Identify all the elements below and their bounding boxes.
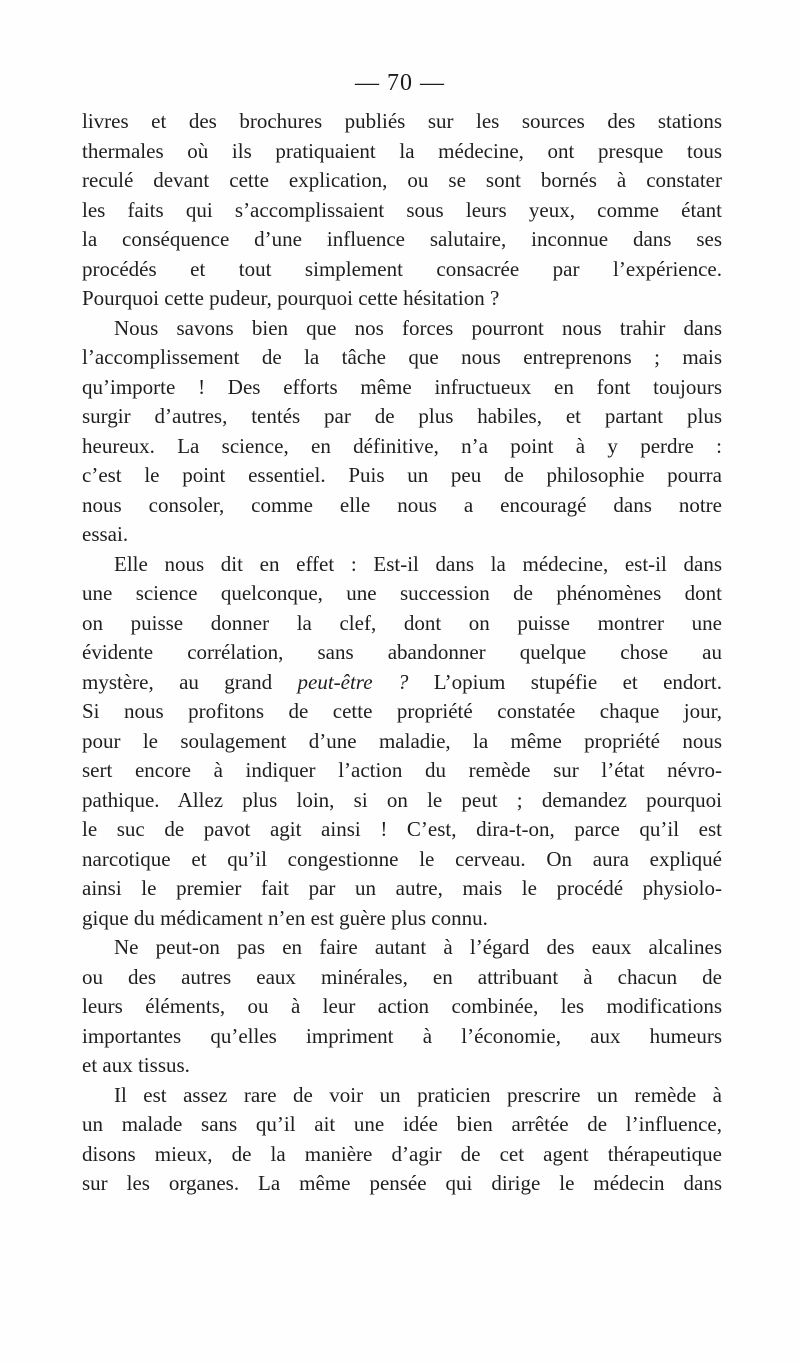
- text-line: l’accomplissement de la tâche que nous entreprenons ; mais: [82, 345, 722, 369]
- text-line: nous consoler, comme elle nous a encouragé dans notre: [82, 492, 722, 517]
- text-line: on puisse donner la clef, dont on puisse montrer une: [82, 610, 722, 635]
- text-line: qu’importe ! Des efforts même infructueux en font toujours: [82, 374, 722, 399]
- text-line: un malade sans qu’il ait une idée bien arrêtée de l’influence,: [82, 1112, 722, 1136]
- text-line: ainsi le premier fait par un autre, mais le procédé physiolo-: [82, 876, 722, 900]
- text-line: les faits qui s’accomplissaient sous leurs yeux, comme étant: [82, 197, 722, 222]
- text-line: évidente corrélation, sans abandonner quelque chose au: [82, 640, 722, 664]
- text-line: narcotique et qu’il congestionne le cerveau. On aura expliqué: [82, 846, 722, 871]
- text-line: leurs éléments, ou à leur action combinée, les modifications: [82, 994, 722, 1018]
- text-line: sur les organes. La même pensée qui dirige le médecin dans: [82, 1171, 722, 1195]
- text-line: la conséquence d’une influence salutaire, inconnue dans ses: [82, 227, 722, 251]
- text-line: et aux tissus.: [82, 1053, 190, 1077]
- text-line: pour le soulagement d’une maladie, la même propriété nous: [82, 728, 722, 753]
- body-text: [82, 107, 722, 1199]
- page-number: — 70 —: [355, 70, 445, 96]
- text-line: Elle nous dit en effet : Est-il dans la médecine, est-il dans: [114, 551, 722, 576]
- text-line: heureux. La science, en définitive, n’a point à y perdre :: [82, 433, 722, 458]
- italic-phrase: peut-être ?: [297, 669, 409, 694]
- text-line: essai.: [82, 522, 129, 546]
- text-line: importantes qu’elles impriment à l’économie, aux humeurs: [82, 1023, 722, 1048]
- text-line: procédés et tout simplement consacrée par l’expérience.: [82, 256, 722, 281]
- text-fragment: mystère, au grand: [82, 669, 273, 694]
- text-line: livres et des brochures publiés sur les sources des stations: [82, 109, 722, 133]
- text-line: Ne peut-on pas en faire autant à l’égard des eaux alcalines: [114, 935, 722, 959]
- text-fragment: L’opium stupéfie et endort.: [433, 669, 722, 694]
- text-line: thermales où ils pratiquaient la médecine, ont presque tous: [82, 138, 722, 163]
- text-line: pathique. Allez plus loin, si on le peut ; demandez pourquoi: [82, 787, 722, 812]
- text-line: disons mieux, de la manière d’agir de cet agent thérapeutique: [82, 1141, 722, 1166]
- text-line: Il est assez rare de voir un praticien prescrire un remède à: [114, 1082, 722, 1107]
- text-line: Nous savons bien que nos forces pourront nous trahir dans: [114, 315, 722, 340]
- text-line: Si nous profitons de cette propriété constatée chaque jour,: [82, 699, 722, 723]
- text-line: reculé devant cette explication, ou se sont bornés à constater: [82, 168, 722, 192]
- text-line: surgir d’autres, tentés par de plus habiles, et partant plus: [82, 404, 722, 428]
- text-line: Pourquoi cette pudeur, pourquoi cette hésitation ?: [82, 286, 500, 310]
- text-line: ou des autres eaux minérales, en attribuant à chacun de: [82, 964, 722, 989]
- text-line: une science quelconque, une succession de phénomènes dont: [82, 581, 722, 605]
- text-line-mixed: [82, 668, 722, 698]
- text-line: le suc de pavot agit ainsi ! C’est, dira-t-on, parce qu’il est: [82, 817, 722, 841]
- text-line: c’est le point essentiel. Puis un peu de philosophie pourra: [82, 463, 722, 487]
- text-line: gique du médicament n’en est guère plus connu.: [82, 905, 488, 930]
- text-line: sert encore à indiquer l’action du remède sur l’état névro-: [82, 758, 722, 782]
